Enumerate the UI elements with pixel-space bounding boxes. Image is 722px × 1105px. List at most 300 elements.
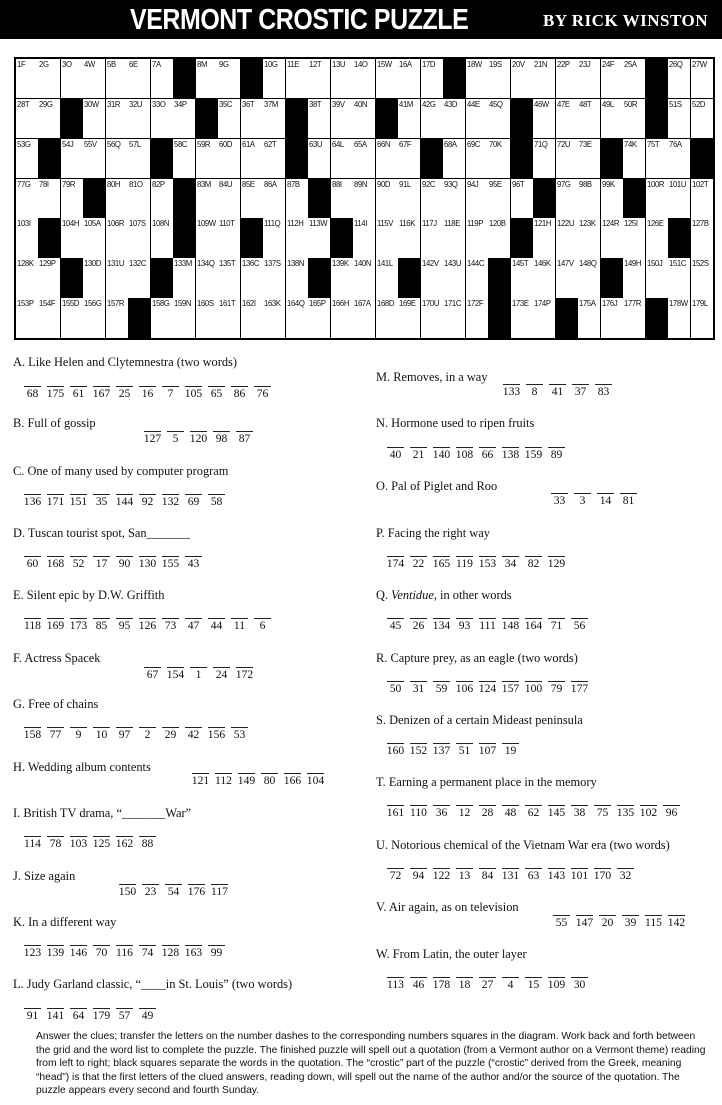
answer-blank[interactable]: [476, 792, 499, 820]
answer-blank[interactable]: [617, 480, 640, 508]
grid-square[interactable]: [578, 179, 601, 219]
answer-blank[interactable]: [189, 760, 212, 788]
grid-square[interactable]: [511, 258, 534, 298]
answer-blank[interactable]: [665, 902, 688, 930]
grid-square[interactable]: [533, 99, 556, 139]
grid-square[interactable]: [218, 99, 241, 139]
grid-square[interactable]: [398, 179, 421, 219]
answer-blank[interactable]: [407, 855, 430, 883]
answer-blank[interactable]: [21, 995, 44, 1023]
answer-blank[interactable]: [571, 480, 594, 508]
answer-blank[interactable]: [453, 605, 476, 633]
answer-blank[interactable]: [21, 932, 44, 960]
grid-square[interactable]: [668, 258, 691, 298]
grid-square[interactable]: [668, 179, 691, 219]
answer-blank[interactable]: [136, 995, 159, 1023]
grid-square[interactable]: [511, 298, 534, 338]
answer-blank[interactable]: [430, 434, 453, 462]
grid-square[interactable]: [106, 59, 129, 99]
grid-square[interactable]: [196, 258, 219, 298]
grid-square[interactable]: [578, 99, 601, 139]
grid-square[interactable]: [61, 139, 84, 179]
grid-square[interactable]: [331, 99, 354, 139]
answer-blank[interactable]: [233, 654, 256, 682]
grid-square[interactable]: [488, 99, 511, 139]
answer-blank[interactable]: [44, 995, 67, 1023]
grid-square[interactable]: [241, 298, 264, 338]
answer-blank[interactable]: [453, 964, 476, 992]
answer-blank[interactable]: [212, 760, 235, 788]
grid-square[interactable]: [61, 298, 84, 338]
answer-blank[interactable]: [476, 730, 499, 758]
answer-blank[interactable]: [136, 481, 159, 509]
grid-square[interactable]: [286, 258, 309, 298]
answer-blank[interactable]: [569, 371, 592, 399]
answer-blank[interactable]: [113, 481, 136, 509]
answer-blank[interactable]: [235, 760, 258, 788]
grid-square[interactable]: [263, 139, 286, 179]
answer-blank[interactable]: [210, 654, 233, 682]
grid-square[interactable]: [533, 258, 556, 298]
answer-blank[interactable]: [522, 605, 545, 633]
grid-square[interactable]: [556, 218, 579, 258]
answer-blank[interactable]: [141, 654, 164, 682]
grid-square[interactable]: [353, 218, 376, 258]
grid-square[interactable]: [421, 258, 444, 298]
answer-blank[interactable]: [185, 871, 208, 899]
answer-blank[interactable]: [522, 434, 545, 462]
answer-blank[interactable]: [594, 480, 617, 508]
answer-blank[interactable]: [545, 792, 568, 820]
grid-square[interactable]: [331, 258, 354, 298]
grid-square[interactable]: [106, 218, 129, 258]
answer-blank[interactable]: [430, 964, 453, 992]
answer-blank[interactable]: [44, 605, 67, 633]
grid-square[interactable]: [106, 258, 129, 298]
answer-blank[interactable]: [67, 932, 90, 960]
answer-blank[interactable]: [113, 823, 136, 851]
answer-blank[interactable]: [67, 543, 90, 571]
grid-square[interactable]: [16, 258, 39, 298]
grid-square[interactable]: [556, 59, 579, 99]
answer-blank[interactable]: [228, 605, 251, 633]
answer-blank[interactable]: [499, 792, 522, 820]
answer-blank[interactable]: [522, 964, 545, 992]
answer-blank[interactable]: [430, 668, 453, 696]
grid-square[interactable]: [578, 298, 601, 338]
grid-square[interactable]: [466, 59, 489, 99]
answer-blank[interactable]: [407, 605, 430, 633]
grid-square[interactable]: [286, 218, 309, 258]
answer-blank[interactable]: [430, 855, 453, 883]
answer-blank[interactable]: [545, 855, 568, 883]
answer-blank[interactable]: [476, 964, 499, 992]
answer-blank[interactable]: [139, 871, 162, 899]
answer-blank[interactable]: [476, 543, 499, 571]
grid-square[interactable]: [106, 298, 129, 338]
answer-blank[interactable]: [548, 480, 571, 508]
answer-blank[interactable]: [568, 668, 591, 696]
answer-blank[interactable]: [67, 995, 90, 1023]
grid-square[interactable]: [38, 258, 61, 298]
grid-square[interactable]: [398, 59, 421, 99]
grid-square[interactable]: [83, 298, 106, 338]
answer-blank[interactable]: [136, 932, 159, 960]
grid-square[interactable]: [308, 218, 331, 258]
answer-blank[interactable]: [453, 668, 476, 696]
grid-square[interactable]: [331, 298, 354, 338]
grid-square[interactable]: [668, 298, 691, 338]
answer-blank[interactable]: [430, 543, 453, 571]
grid-square[interactable]: [173, 139, 196, 179]
grid-square[interactable]: [421, 59, 444, 99]
answer-blank[interactable]: [384, 543, 407, 571]
answer-blank[interactable]: [522, 792, 545, 820]
grid-square[interactable]: [601, 59, 624, 99]
grid-square[interactable]: [353, 179, 376, 219]
grid-square[interactable]: [286, 179, 309, 219]
grid-square[interactable]: [353, 99, 376, 139]
answer-blank[interactable]: [453, 543, 476, 571]
grid-square[interactable]: [331, 139, 354, 179]
grid-square[interactable]: [263, 179, 286, 219]
answer-blank[interactable]: [499, 605, 522, 633]
answer-blank[interactable]: [281, 760, 304, 788]
grid-square[interactable]: [331, 179, 354, 219]
grid-square[interactable]: [466, 218, 489, 258]
answer-blank[interactable]: [136, 605, 159, 633]
answer-blank[interactable]: [592, 371, 615, 399]
grid-square[interactable]: [668, 59, 691, 99]
answer-blank[interactable]: [384, 730, 407, 758]
answer-blank[interactable]: [90, 481, 113, 509]
grid-square[interactable]: [218, 139, 241, 179]
grid-square[interactable]: [421, 218, 444, 258]
answer-blank[interactable]: [251, 605, 274, 633]
grid-square[interactable]: [533, 218, 556, 258]
grid-square[interactable]: [533, 298, 556, 338]
answer-blank[interactable]: [545, 543, 568, 571]
grid-square[interactable]: [578, 139, 601, 179]
grid-square[interactable]: [128, 179, 151, 219]
grid-square[interactable]: [38, 99, 61, 139]
grid-square[interactable]: [443, 139, 466, 179]
answer-blank[interactable]: [187, 654, 210, 682]
answer-blank[interactable]: [164, 418, 187, 446]
answer-blank[interactable]: [545, 605, 568, 633]
grid-square[interactable]: [241, 139, 264, 179]
grid-square[interactable]: [376, 298, 399, 338]
grid-square[interactable]: [466, 139, 489, 179]
answer-blank[interactable]: [233, 418, 256, 446]
answer-blank[interactable]: [21, 373, 44, 401]
grid-square[interactable]: [398, 99, 421, 139]
grid-square[interactable]: [556, 258, 579, 298]
answer-blank[interactable]: [453, 855, 476, 883]
grid-square[interactable]: [286, 59, 309, 99]
answer-blank[interactable]: [523, 371, 546, 399]
answer-blank[interactable]: [113, 714, 136, 742]
answer-blank[interactable]: [637, 792, 660, 820]
grid-square[interactable]: [556, 139, 579, 179]
answer-blank[interactable]: [407, 434, 430, 462]
grid-square[interactable]: [421, 99, 444, 139]
answer-blank[interactable]: [499, 668, 522, 696]
grid-square[interactable]: [196, 298, 219, 338]
grid-square[interactable]: [331, 59, 354, 99]
answer-blank[interactable]: [384, 792, 407, 820]
grid-square[interactable]: [623, 258, 646, 298]
answer-blank[interactable]: [136, 714, 159, 742]
grid-square[interactable]: [128, 258, 151, 298]
answer-blank[interactable]: [546, 371, 569, 399]
answer-blank[interactable]: [642, 902, 665, 930]
answer-blank[interactable]: [21, 543, 44, 571]
answer-blank[interactable]: [136, 823, 159, 851]
answer-blank[interactable]: [407, 792, 430, 820]
grid-square[interactable]: [308, 298, 331, 338]
answer-blank[interactable]: [187, 418, 210, 446]
grid-square[interactable]: [376, 218, 399, 258]
grid-square[interactable]: [578, 258, 601, 298]
answer-blank[interactable]: [499, 543, 522, 571]
answer-blank[interactable]: [90, 714, 113, 742]
answer-blank[interactable]: [228, 714, 251, 742]
answer-blank[interactable]: [476, 434, 499, 462]
grid-square[interactable]: [421, 179, 444, 219]
answer-blank[interactable]: [205, 481, 228, 509]
grid-square[interactable]: [16, 59, 39, 99]
answer-blank[interactable]: [619, 902, 642, 930]
grid-square[interactable]: [218, 298, 241, 338]
grid-square[interactable]: [128, 139, 151, 179]
answer-blank[interactable]: [113, 543, 136, 571]
grid-square[interactable]: [38, 298, 61, 338]
answer-blank[interactable]: [182, 373, 205, 401]
answer-blank[interactable]: [430, 605, 453, 633]
answer-blank[interactable]: [568, 792, 591, 820]
answer-blank[interactable]: [384, 605, 407, 633]
answer-blank[interactable]: [545, 668, 568, 696]
grid-square[interactable]: [151, 59, 174, 99]
answer-blank[interactable]: [453, 730, 476, 758]
grid-square[interactable]: [668, 139, 691, 179]
answer-blank[interactable]: [162, 871, 185, 899]
grid-square[interactable]: [466, 179, 489, 219]
answer-blank[interactable]: [591, 855, 614, 883]
grid-square[interactable]: [353, 298, 376, 338]
answer-blank[interactable]: [407, 543, 430, 571]
answer-blank[interactable]: [141, 418, 164, 446]
grid-square[interactable]: [533, 59, 556, 99]
grid-square[interactable]: [398, 139, 421, 179]
answer-blank[interactable]: [573, 902, 596, 930]
grid-square[interactable]: [218, 179, 241, 219]
answer-blank[interactable]: [591, 792, 614, 820]
answer-blank[interactable]: [545, 964, 568, 992]
grid-square[interactable]: [83, 218, 106, 258]
grid-square[interactable]: [646, 258, 669, 298]
grid-square[interactable]: [443, 99, 466, 139]
grid-square[interactable]: [16, 179, 39, 219]
grid-square[interactable]: [16, 139, 39, 179]
grid-square[interactable]: [83, 99, 106, 139]
grid-square[interactable]: [241, 179, 264, 219]
answer-blank[interactable]: [205, 373, 228, 401]
grid-square[interactable]: [38, 59, 61, 99]
answer-blank[interactable]: [500, 371, 523, 399]
answer-blank[interactable]: [251, 373, 274, 401]
answer-blank[interactable]: [113, 932, 136, 960]
grid-square[interactable]: [488, 139, 511, 179]
answer-blank[interactable]: [90, 543, 113, 571]
grid-square[interactable]: [691, 298, 714, 338]
answer-blank[interactable]: [476, 605, 499, 633]
answer-blank[interactable]: [205, 932, 228, 960]
grid-square[interactable]: [646, 218, 669, 258]
grid-square[interactable]: [578, 59, 601, 99]
answer-blank[interactable]: [164, 654, 187, 682]
answer-blank[interactable]: [67, 481, 90, 509]
grid-square[interactable]: [173, 298, 196, 338]
grid-square[interactable]: [443, 179, 466, 219]
answer-blank[interactable]: [522, 543, 545, 571]
answer-blank[interactable]: [453, 434, 476, 462]
answer-blank[interactable]: [113, 995, 136, 1023]
answer-blank[interactable]: [90, 373, 113, 401]
answer-blank[interactable]: [182, 714, 205, 742]
answer-blank[interactable]: [568, 964, 591, 992]
grid-square[interactable]: [646, 179, 669, 219]
grid-square[interactable]: [263, 258, 286, 298]
answer-blank[interactable]: [545, 434, 568, 462]
grid-square[interactable]: [601, 179, 624, 219]
answer-blank[interactable]: [67, 605, 90, 633]
answer-blank[interactable]: [159, 373, 182, 401]
grid-square[interactable]: [578, 218, 601, 258]
grid-square[interactable]: [353, 59, 376, 99]
answer-blank[interactable]: [304, 760, 327, 788]
answer-blank[interactable]: [90, 932, 113, 960]
grid-square[interactable]: [286, 298, 309, 338]
answer-blank[interactable]: [159, 932, 182, 960]
grid-square[interactable]: [533, 139, 556, 179]
answer-blank[interactable]: [614, 792, 637, 820]
grid-square[interactable]: [353, 139, 376, 179]
grid-square[interactable]: [83, 139, 106, 179]
grid-square[interactable]: [691, 99, 714, 139]
grid-square[interactable]: [623, 218, 646, 258]
grid-square[interactable]: [443, 218, 466, 258]
grid-square[interactable]: [128, 218, 151, 258]
grid-square[interactable]: [263, 298, 286, 338]
grid-square[interactable]: [691, 179, 714, 219]
grid-square[interactable]: [218, 59, 241, 99]
grid-square[interactable]: [511, 59, 534, 99]
answer-blank[interactable]: [67, 714, 90, 742]
grid-square[interactable]: [488, 179, 511, 219]
grid-square[interactable]: [443, 298, 466, 338]
answer-blank[interactable]: [21, 714, 44, 742]
answer-blank[interactable]: [116, 871, 139, 899]
answer-blank[interactable]: [453, 792, 476, 820]
answer-blank[interactable]: [159, 481, 182, 509]
answer-blank[interactable]: [596, 902, 619, 930]
answer-blank[interactable]: [522, 668, 545, 696]
answer-blank[interactable]: [407, 668, 430, 696]
grid-square[interactable]: [623, 59, 646, 99]
grid-square[interactable]: [151, 99, 174, 139]
grid-square[interactable]: [623, 99, 646, 139]
grid-square[interactable]: [106, 99, 129, 139]
answer-blank[interactable]: [499, 434, 522, 462]
answer-blank[interactable]: [90, 823, 113, 851]
answer-blank[interactable]: [476, 668, 499, 696]
answer-blank[interactable]: [159, 714, 182, 742]
grid-square[interactable]: [16, 298, 39, 338]
grid-square[interactable]: [263, 218, 286, 258]
grid-square[interactable]: [353, 258, 376, 298]
answer-blank[interactable]: [205, 714, 228, 742]
grid-square[interactable]: [61, 59, 84, 99]
answer-blank[interactable]: [67, 823, 90, 851]
grid-square[interactable]: [556, 99, 579, 139]
grid-square[interactable]: [466, 298, 489, 338]
grid-square[interactable]: [601, 99, 624, 139]
answer-blank[interactable]: [182, 481, 205, 509]
answer-blank[interactable]: [614, 855, 637, 883]
grid-square[interactable]: [376, 179, 399, 219]
grid-square[interactable]: [488, 59, 511, 99]
answer-blank[interactable]: [136, 373, 159, 401]
answer-blank[interactable]: [21, 605, 44, 633]
answer-blank[interactable]: [210, 418, 233, 446]
grid-square[interactable]: [691, 218, 714, 258]
grid-square[interactable]: [308, 59, 331, 99]
grid-square[interactable]: [466, 258, 489, 298]
answer-blank[interactable]: [522, 855, 545, 883]
grid-square[interactable]: [623, 298, 646, 338]
grid-square[interactable]: [376, 258, 399, 298]
answer-blank[interactable]: [430, 792, 453, 820]
answer-blank[interactable]: [113, 373, 136, 401]
grid-square[interactable]: [16, 218, 39, 258]
answer-blank[interactable]: [499, 855, 522, 883]
answer-blank[interactable]: [90, 995, 113, 1023]
grid-square[interactable]: [308, 139, 331, 179]
grid-square[interactable]: [128, 59, 151, 99]
grid-square[interactable]: [443, 258, 466, 298]
answer-blank[interactable]: [384, 964, 407, 992]
grid-square[interactable]: [196, 218, 219, 258]
answer-blank[interactable]: [67, 373, 90, 401]
answer-blank[interactable]: [407, 730, 430, 758]
answer-blank[interactable]: [90, 605, 113, 633]
answer-blank[interactable]: [113, 605, 136, 633]
answer-blank[interactable]: [384, 434, 407, 462]
grid-square[interactable]: [241, 99, 264, 139]
answer-blank[interactable]: [44, 481, 67, 509]
grid-square[interactable]: [151, 218, 174, 258]
grid-square[interactable]: [83, 59, 106, 99]
grid-square[interactable]: [398, 298, 421, 338]
grid-square[interactable]: [601, 218, 624, 258]
grid-square[interactable]: [646, 139, 669, 179]
grid-square[interactable]: [263, 59, 286, 99]
grid-square[interactable]: [218, 258, 241, 298]
answer-blank[interactable]: [44, 823, 67, 851]
grid-square[interactable]: [196, 59, 219, 99]
